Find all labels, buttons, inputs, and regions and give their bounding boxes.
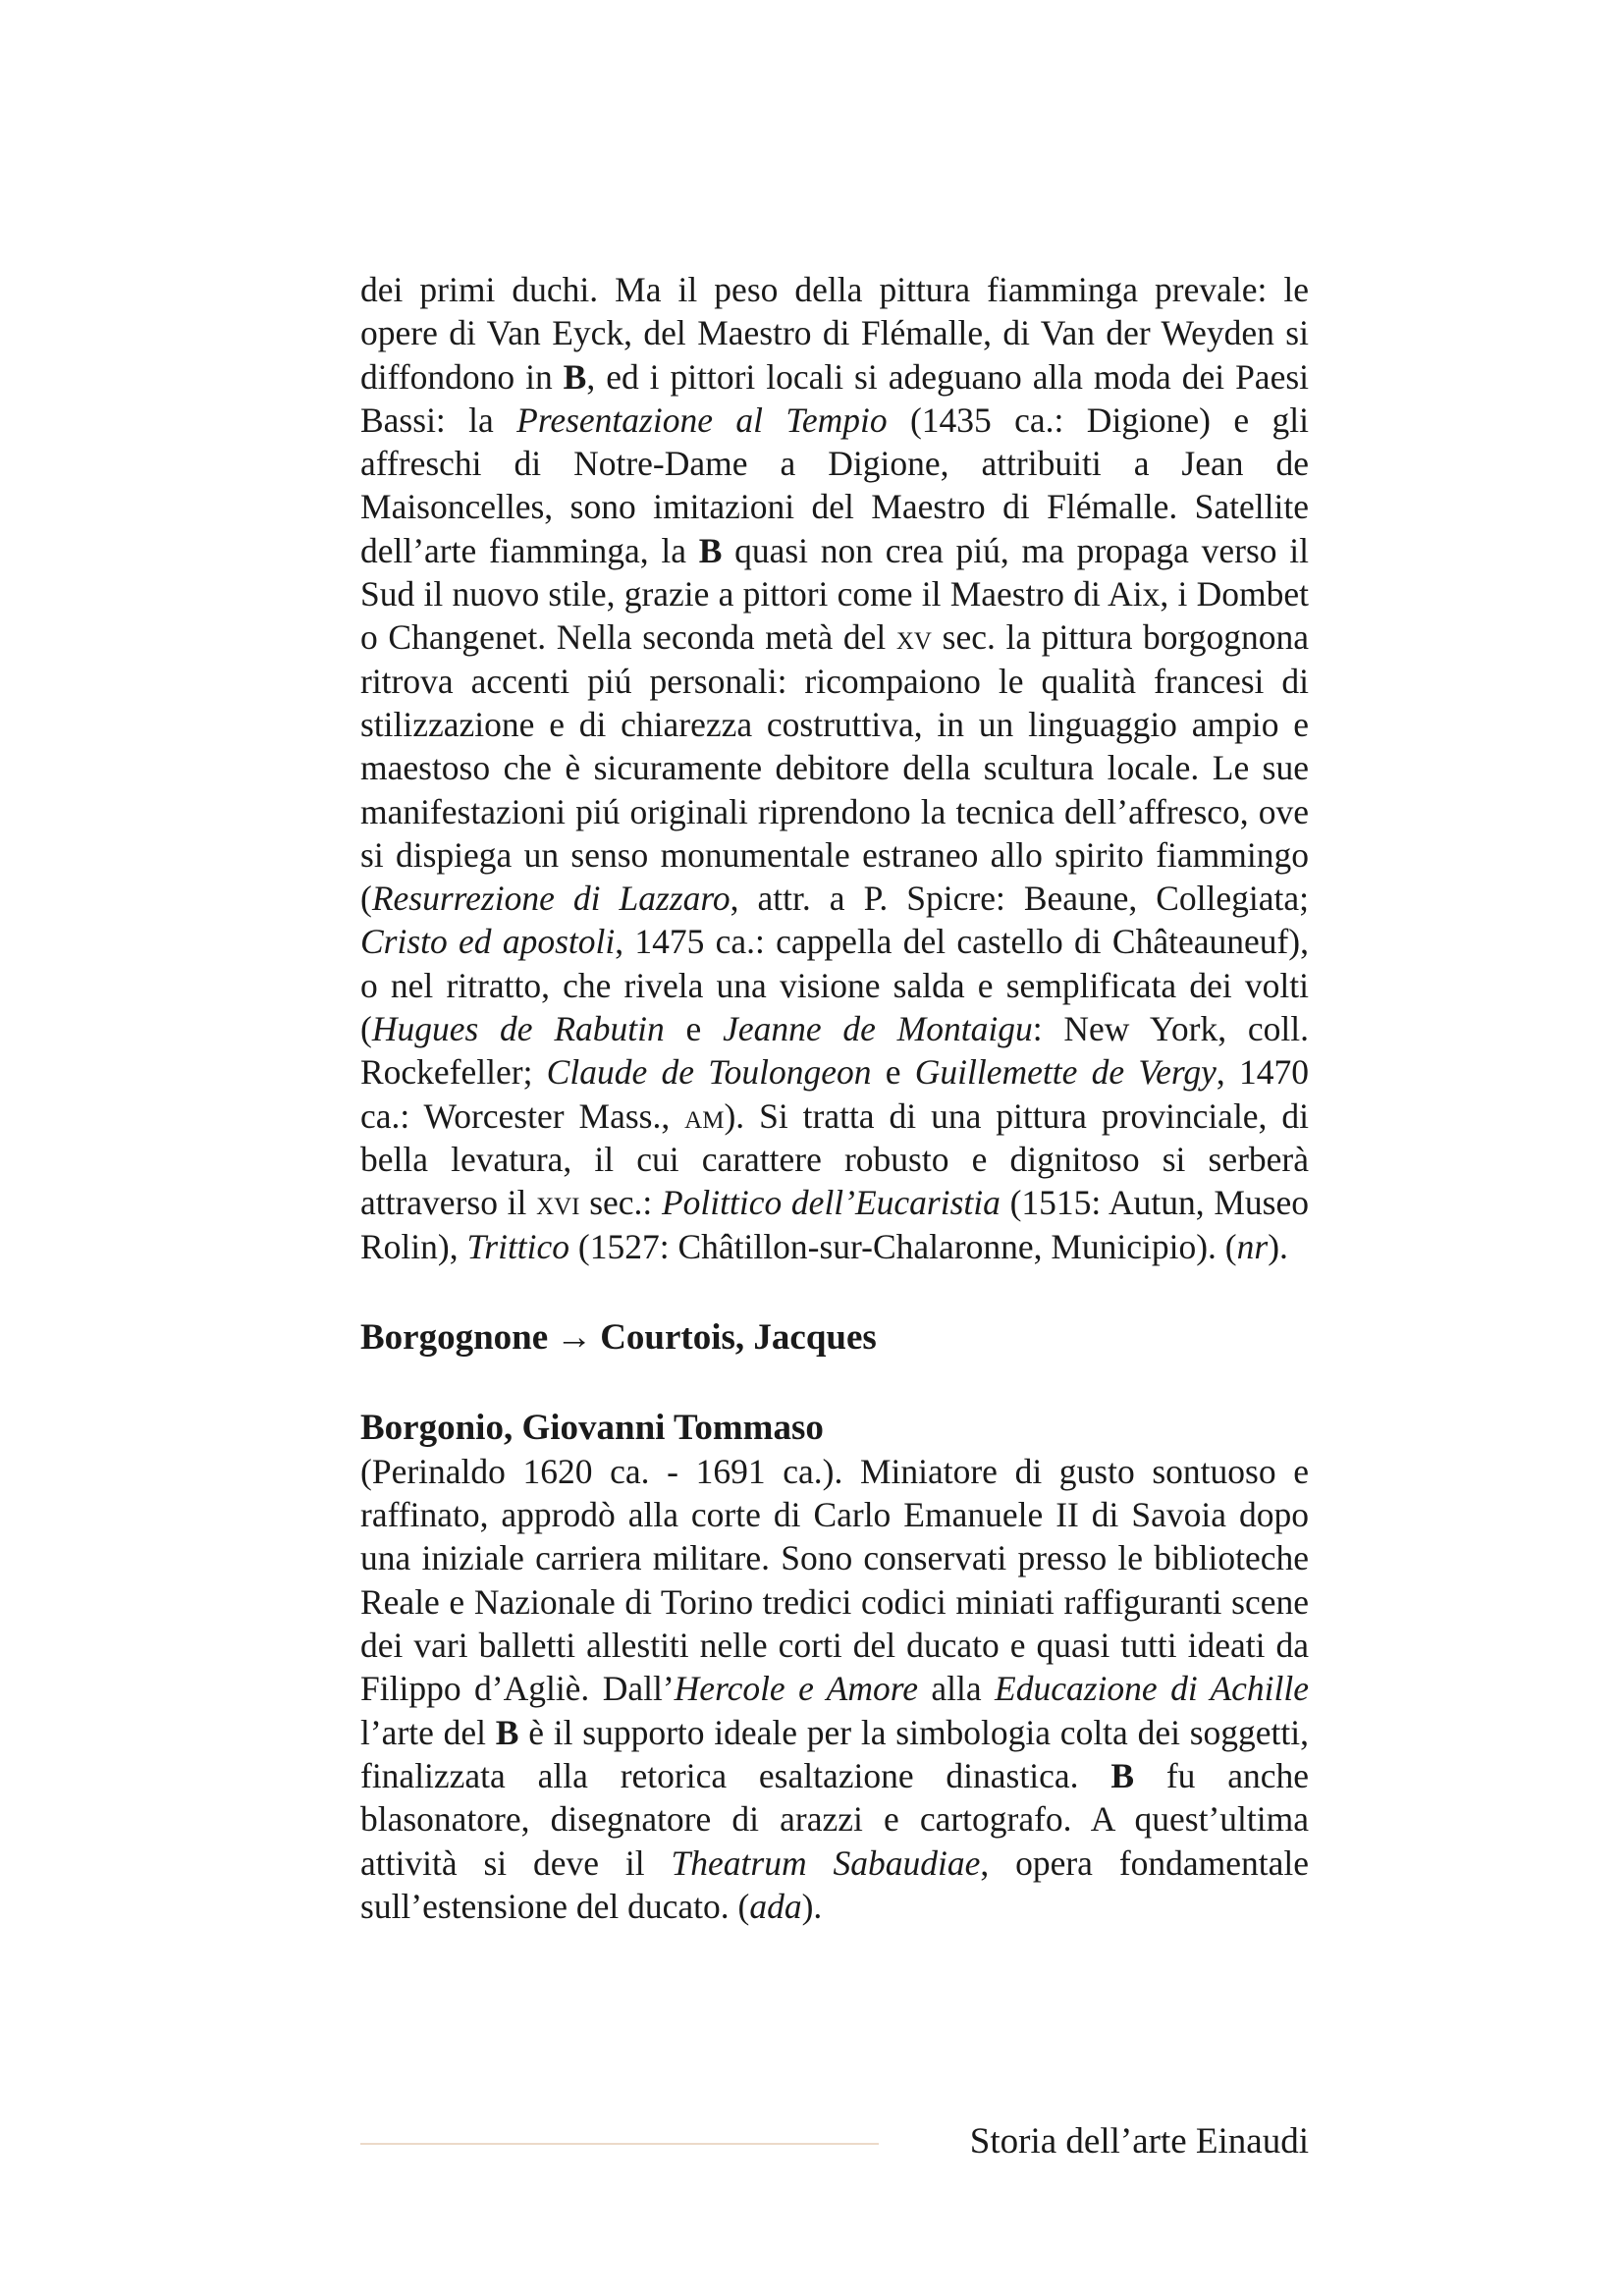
text-run: l’arte del [360,1712,496,1752]
text-run: (Perinaldo 1620 ca. - 1691 ca.). Miniatore di gusto sontuoso e raffinato, approdò alla corte di Carlo Emanuele II di Savoia dopo una iniziale carriera militare. Sono conservati presso le biblioteche Reale e Nazionale di Torino tredici codici miniati raffiguranti scene dei vari balletti allestiti nelle corti del ducato e quasi tutti ideati da Filippo d’Agliè. Dall’ [360,1451,1309,1709]
headword: Borgognone [360,1316,549,1358]
text-run: ). [1268,1226,1288,1266]
text-run: , 1470 ca.: Worcester Mass., [360,1052,1309,1136]
text-run: alla [917,1669,996,1709]
italic-title: Educazione di Achille [995,1669,1310,1709]
italic-title: Polittico dell’Eucaristia [661,1183,1001,1223]
entry-text-borgogna [360,268,1309,1268]
bold-abbreviation: B [698,530,723,570]
text-run: è il supporto ideale per la simbologia colta dei soggetti, finalizzata alla retorica esaltazione dinastica. [360,1712,1309,1795]
text-run: , 1475 ca.: cappella del castello di Châteauneuf), o nel ritratto, che rivela una visione salda e semplificata dei volti ( [360,922,1309,1049]
text-run: , attr. a P. Spicre: Beaune, Collegiata; [730,879,1309,919]
text-run: : New York, coll. Rockefeller; [360,1009,1309,1093]
italic-title: Presentazione al Tempio [516,400,888,440]
text-run: (1435 ca.: Digione) e gli affreschi di Notre-Dame a Digione, attribuiti a Jean de Maisoncelles, sono imitazioni del Maestro di Flémalle. Satellite dell’arte fiamminga, la [360,400,1309,570]
page-body [360,268,1309,1928]
text-run: , ed i pittori locali si adeguano alla moda dei Paesi Bassi: la [360,356,1310,440]
bold-abbreviation: B [1110,1755,1134,1795]
text-run: e [871,1052,915,1093]
italic-title: Hugues de Rabutin [371,1009,665,1049]
italic-title: Theatrum Sabaudiae [671,1842,981,1883]
text-run: (1515: Autun, Museo Rolin), [360,1183,1309,1266]
footer-rule [360,2143,879,2145]
italic-title: Resurrezione di Lazzaro [371,879,730,919]
entry-text-borgonio [360,1450,1309,1928]
bold-abbreviation: B [495,1712,519,1752]
text-run: sec. la pittura borgognona ritrova accenti piú personali: ricompaiono le qualità francesi di stilizzazione e di chiarezza costruttiva, in un linguaggio ampio e maestoso che è sicuramente debitore della scultura locale. Le sue manifestazioni piú originali riprendono la tecnica dell’affresco, ove si dispiega un senso monumentale estraneo allo spirito fiammingo ( [360,617,1309,919]
italic-title: Hercole e Amore [674,1669,918,1709]
text-run: dei primi duchi. Ma il peso della pittura fiamminga prevale: le opere di Van Eyck, del Maestro di Flémalle, di Van der Weyden si diffondono in [360,270,1309,397]
text-run: e [664,1009,724,1049]
footer-title: Storia dell’arte Einaudi [969,2121,1309,2162]
text-run: (1527: Châtillon-sur-Chalaronne, Municipio). ( [569,1226,1237,1266]
text-run: ). Si tratta di una pittura provinciale, di bella levatura, il cui carattere robusto e dignitoso si serberà attraverso il [360,1095,1309,1223]
italic-title: Claude de Toulongeon [546,1052,872,1093]
text-run: quasi non crea piú, ma propaga verso il Sud il nuovo stile, grazie a pittori come il Maestro di Aix, i Dombet o Changenet. Nella seconda metà del [360,530,1309,658]
italic-title: ada [749,1886,802,1926]
small-caps-text: am [684,1095,725,1136]
italic-title: Cristo ed apostoli [360,922,616,962]
text-run: ). [801,1886,823,1926]
italic-title: Trittico [466,1226,570,1266]
italic-title: Jeanne de Montaigu [723,1009,1033,1049]
text-run: sec.: [579,1183,662,1223]
italic-title: Guillemette de Vergy [914,1052,1217,1093]
italic-title: nr [1236,1226,1269,1266]
small-caps-text: xv [895,617,932,658]
bold-abbreviation: B [563,356,587,397]
entry-heading-borgonio: Borgonio, Giovanni Tommaso [360,1407,824,1448]
cross-reference-target: Courtois, Jacques [600,1316,877,1358]
text-run: fu anche blasonatore, disegnatore di arazzi e cartografo. A quest’ultima attività si deve il [360,1755,1309,1883]
text-run: , opera fondamentale sull’estensione del ducato. ( [360,1842,1309,1926]
entry-heading-borgognone [360,1316,1309,1360]
page-footer [360,2122,1309,2162]
cross-reference-arrow-icon: → [556,1316,593,1358]
small-caps-text: xvi [536,1183,580,1223]
